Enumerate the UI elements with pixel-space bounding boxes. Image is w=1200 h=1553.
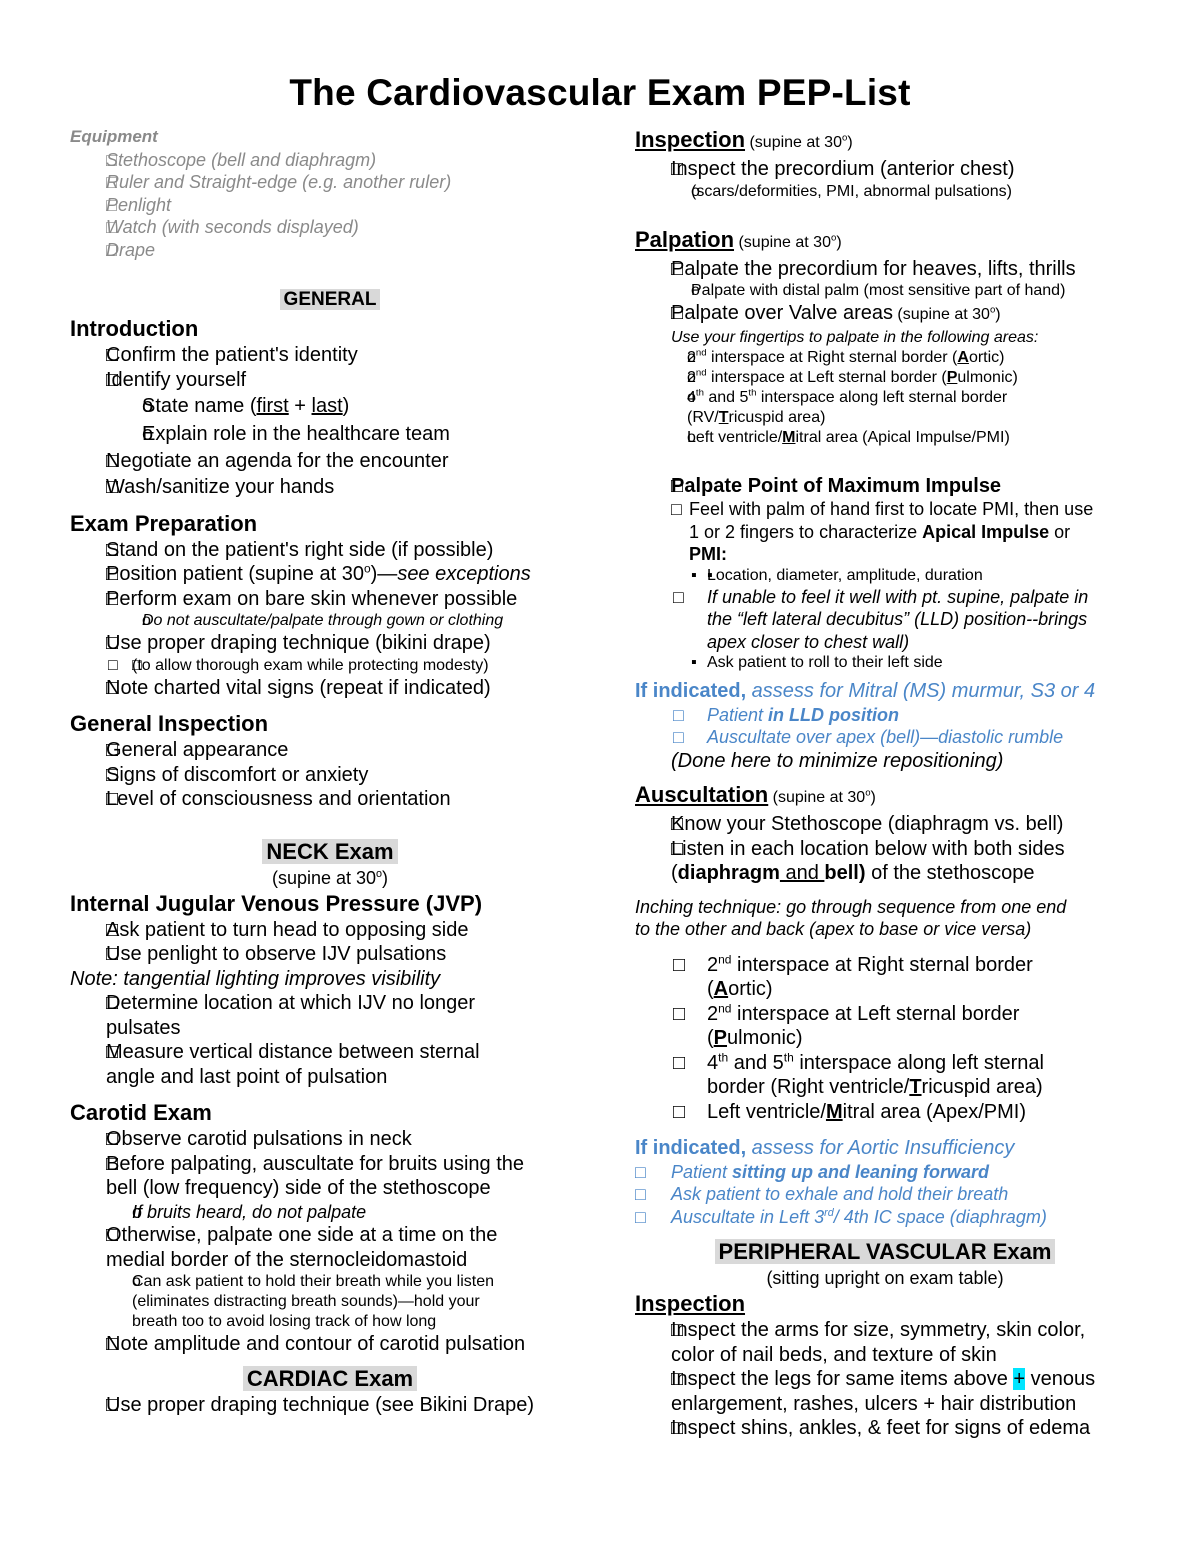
introduction-heading: Introduction [70,316,199,341]
pmi-bullet: ▪ ▪ Location, diameter, amplitude, duration [635,566,1135,586]
aortic-indicated: If indicated, assess for Aortic Insufficiency [635,1137,1015,1159]
peripheral-banner: PERIPHERAL VASCULAR Exam [635,1238,1135,1266]
equipment-item: □ Drape [70,239,590,262]
checklist-item-cont: pulsates [106,1016,181,1039]
general-banner: GENERAL [70,287,590,313]
checklist-item: □ Use proper draping technique (see Bikini Drape) [70,1393,590,1418]
auscultation-heading: Auscultation (supine at 30$^o$) [635,782,876,807]
neck-subtitle: (supine at 30$^o$) [271,867,389,888]
checklist-item: □ Inspect shins, ankles, & feet for signs of edema [635,1416,1135,1441]
sub-item: o State name (first + last) [70,392,590,420]
checklist-item: □ Use penlight to observe IJV pulsations [70,942,590,967]
valve-area: o Left ventricle/Mitral area (Apical Impulse/PMI) [635,428,1135,448]
checklist-item: □ Stand on the patient's right side (if possible) [70,538,590,563]
checklist-item-cont: color of nail beds, and texture of skin [671,1343,997,1366]
checklist-item: □ Confirm the patient's identity [70,343,590,368]
checklist-item: □ Observe carotid pulsations in neck [70,1127,590,1152]
peripheral-subtitle: (sitting upright on exam table) [766,1268,1004,1288]
equipment-section [70,126,590,281]
palpation-heading: Palpation (supine at 30$^o$) [635,226,842,252]
pmi-heading: □ Palpate Point of Maximum Impulse [635,474,1135,499]
jvp-note: Note: tangential lighting improves visibility [70,967,441,990]
pmi-text-cont: PMI: [689,544,727,564]
valve-area-cont: (RV/Tricuspid area) [687,408,826,426]
checklist-item-cont: (diaphragm and bell) of the stethoscope [671,862,1035,884]
equipment-item: □ Ruler and Straight-edge (e.g. another ruler) [70,171,590,194]
pmi-text-cont: 1 or 2 fingers to characterize Apical Impulse or [689,521,1071,542]
auscultation-location-cont: border (Right ventricle/Tricuspid area) [707,1076,1043,1098]
left-column [70,126,590,1417]
neck-banner: NECK Exam [70,838,590,866]
pmi-text: □ Feel with palm of hand first to locate PMI, then use [671,499,1094,519]
auscultation-location: □ 2nd interspace at Right sternal border [673,951,1033,976]
checklist-item: □ Signs of discomfort or anxiety [70,763,590,788]
mitral-item: □ Auscultate over apex (bell)—diastolic rumble [673,727,1064,747]
equipment-heading: Equipment [70,127,158,146]
jvp-heading: Internal Jugular Venous Pressure (JVP) [70,890,483,916]
pmi-sub-cont: the “left lateral decubitus” (LLD) position--brings [707,609,1088,629]
checklist-item: □ General appearance [70,738,590,763]
checklist-item: □ Otherwise, palpate one side at a time on the [70,1223,590,1248]
checklist-item: □ Inspect the arms for size, symmetry, skin color, [635,1318,1135,1343]
valve-area: o 2nd interspace at Left sternal border (Pulmonic) [635,368,1135,388]
inspection-heading: Inspection (supine at 30$^o$) [635,127,853,152]
checklist-item: □ Use proper draping technique (bikini drape) [70,631,590,656]
checklist-item: □ Note charted vital signs (repeat if indicated) [70,676,590,701]
auscultation-location: □ Left ventricle/Mitral area (Apex/PMI) [673,1100,1027,1123]
checklist-item: □ Know your Stethoscope (diaphragm vs. bell) [635,812,1135,837]
pmi-sub-cont: apex closer to chest wall) [707,631,910,652]
page-title: The Cardiovascular Exam PEP-List [289,72,911,113]
checklist-item: □ Palpate over Valve areas (supine at 30$^o$) [635,301,1135,328]
general-inspection-heading: General Inspection [70,711,269,736]
checklist-item-cont: bell (low frequency) side of the stethoscope [106,1177,491,1199]
checklist-item-cont: medial border of the sternocleidomastoid [106,1248,468,1271]
sub-item-cont: (eliminates distracting breath sounds)—hold your [132,1293,480,1310]
auscultation-location: □ 4th and 5th interspace along left sternal [673,1049,1044,1074]
inching-note-cont: to the other and back (apex to base or vice versa) [635,919,1032,939]
aortic-item: □ Auscultate in Left 3rd/ 4th IC space (diaphragm) [635,1206,1047,1227]
checklist-item: □ Position patient (supine at 30$^o$)—see exceptions [70,562,590,587]
checklist-item: □ Measure vertical distance between sternal [70,1040,590,1065]
right-column [635,126,1135,1441]
equipment-item: □ Penlight [70,194,590,217]
checklist-item: □ Identify yourself [70,368,590,393]
checklist-item: □ Level of consciousness and orientation [70,787,590,812]
mitral-item: □ Patient in LLD position [673,704,900,725]
aortic-item: □ Patient sitting up and leaning forward [635,1161,990,1182]
checklist-item: □ Negotiate an agenda for the encounter [70,448,590,475]
valve-area: o 2nd interspace at Right sternal border (Aortic) [635,348,1135,368]
sub-item: o Can ask patient to hold their breath while you listen [70,1272,590,1292]
checklist-item: □ Wash/sanitize your hands [70,475,590,500]
checklist-item: □ Palpate the precordium for heaves, lifts, thrills [635,257,1135,282]
sub-item: □ □ (to allow thorough exam while protecting modesty) [70,656,590,676]
checklist-item: □ Note amplitude and contour of carotid pulsation [70,1332,590,1357]
inching-note: Inching technique: go through sequence from one end [635,896,1067,917]
cardiac-banner: CARDIAC Exam [70,1365,590,1393]
pmi-bullet: ▪ Ask patient to roll to their left side [691,654,943,671]
checklist-item: □ Ask patient to turn head to opposing side [70,918,590,943]
equipment-item: □ Stethoscope (bell and diaphragm) [70,149,590,172]
auscultation-location: □ 2nd interspace at Left sternal border [673,1000,1020,1025]
checklist-item-cont: angle and last point of pulsation [106,1065,388,1088]
checklist-item: □ Perform exam on bare skin whenever possible [70,587,590,612]
peripheral-inspection-heading: Inspection [635,1291,746,1316]
auscultation-location-cont: (Aortic) [707,978,773,1000]
sub-item: o Palpate with distal palm (most sensitive part of hand) [635,281,1135,301]
fingertips-note: Use your fingertips to palpate in the following areas: [671,328,1039,346]
sub-item: o Explain role in the healthcare team [70,420,590,448]
carotid-heading: Carotid Exam [70,1100,212,1125]
equipment-item: □ Watch (with seconds displayed) [70,216,590,239]
checklist-item: □ Before palpating, auscultate for bruits using the [70,1152,590,1177]
checklist-item: □ Inspect the precordium (anterior chest) [635,157,1135,182]
checklist-item-cont: enlargement, rashes, ulcers + hair distribution [671,1392,1077,1415]
pmi-sub: □ If unable to feel it well with pt. supine, palpate in [673,586,1089,607]
valve-area: o 4th and 5th interspace along left sternal border [635,388,1135,408]
mitral-done: (Done here to minimize repositioning) [671,749,1004,772]
checklist-item: □ Inspect the legs for same items above + venous [635,1367,1135,1392]
exam-prep-heading: Exam Preparation [70,510,258,536]
checklist-item: □ Determine location at which IJV no longer [70,991,590,1016]
sub-item: o (scars/deformities, PMI, abnormal pulsations) [635,182,1135,202]
auscultation-location-cont: (Pulmonic) [707,1027,803,1049]
aortic-item: □ Ask patient to exhale and hold their breath [635,1184,1009,1204]
checklist-item: □ Listen in each location below with both sides [635,837,1135,862]
sub-item: o If bruits heard, do not palpate [70,1201,590,1224]
mitral-indicated: If indicated, assess for Mitral (MS) murmur, S3 or 4 [635,680,1096,702]
sub-item-cont: breath too to avoid losing track of how long [132,1313,437,1330]
sub-item: o Do not auscultate/palpate through gown or clothing [70,611,590,631]
